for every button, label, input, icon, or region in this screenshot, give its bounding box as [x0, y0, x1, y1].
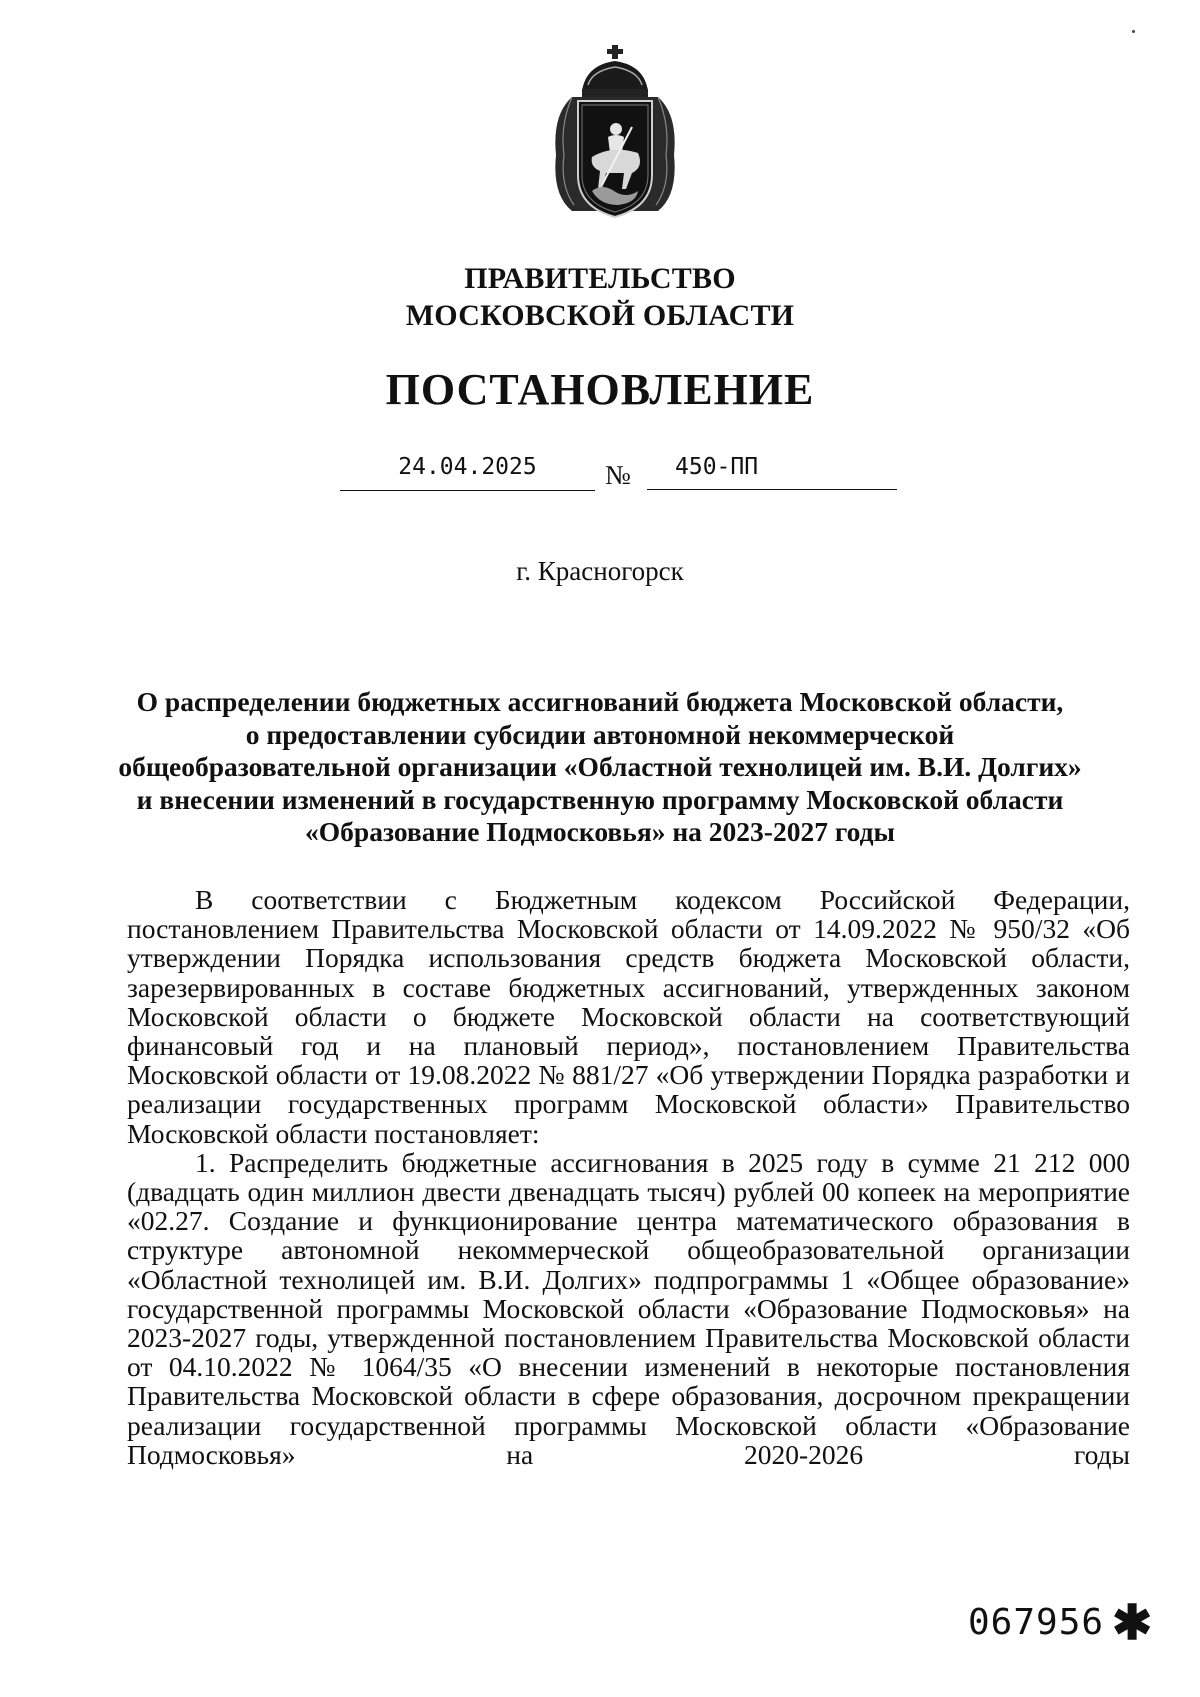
document-number: 450-ПП	[647, 454, 897, 490]
document-subject	[100, 686, 1100, 849]
org-name-line2: МОСКОВСКОЙ ОБЛАСТИ	[405, 299, 795, 332]
city-name: г. Красногорск	[516, 556, 684, 586]
subject-line: О распределении бюджетных ассигнований бюджета Московской области,	[136, 686, 1064, 717]
organization-name	[0, 260, 1200, 334]
coat-of-arms-icon	[552, 45, 678, 223]
body-paragraph-item-1: 1. Распределить бюджетные ассигнования в 2025 году в сумме 21 212 000 (двадцать один миллион двести двенадцать тысяч) рублей 00 копеек на мероприятие «02.27. Создание и функционирование центра математического образования в структуре автономной некоммерческой общеобразовательной организации «Областной технолицей им. В.И. Долгих» подпрограммы 1 «Общее образование» государственной программы Московской области «Образование Подмосковья» на 2023-2027 годы, утвержденной постановлением Правительства Московской области от 04.10.2022 № 1064/35 «О внесении изменений в некоторые постановления Правительства Московской области в сфере образования, досрочном прекращении реализации государственной программы Московской области «Образование Подмосковья» на 2020-2026 годы	[127, 1146, 1130, 1470]
document-type-title: ПОСТАНОВЛЕНИЕ	[385, 365, 815, 414]
number-sign: №	[605, 460, 631, 490]
subject-line: и внесении изменений в государственную программу Московской области	[136, 783, 1064, 815]
document-body	[127, 885, 1130, 1469]
org-name-line1: ПРАВИТЕЛЬСТВО	[464, 262, 736, 295]
asterisk-mark-icon: ✱	[1112, 1597, 1153, 1650]
subject-line: о предоставлении субсидии автономной некоммерческой	[245, 718, 955, 750]
subject-line: «Образование Подмосковья» на 2023-2027 годы	[305, 816, 895, 847]
scan-speck	[1132, 30, 1135, 33]
subject-line: общеобразовательной организации «Областной технолицей им. В.И. Долгих»	[118, 751, 1082, 782]
document-date: 24.04.2025	[340, 454, 595, 491]
document-serial-code: 067956	[968, 1602, 1105, 1643]
body-paragraph-preamble: В соответствии с Бюджетным кодексом Российской Федерации, постановлением Правительства Московской области от 14.09.2022 № 950/32 «Об утверждении Порядка использования средств бюджета Московской области, зарезервированных в составе бюджетных ассигнований, утвержденных законом Московской области о бюджете Московской области на соответствующий финансовый год и на плановый период», постановлением Правительства Московской области от 19.08.2022 № 881/27 «Об утверждении Порядка разработки и реализации государственных программ Московской области» Правительство Московской области постановляет:	[127, 884, 1130, 1149]
